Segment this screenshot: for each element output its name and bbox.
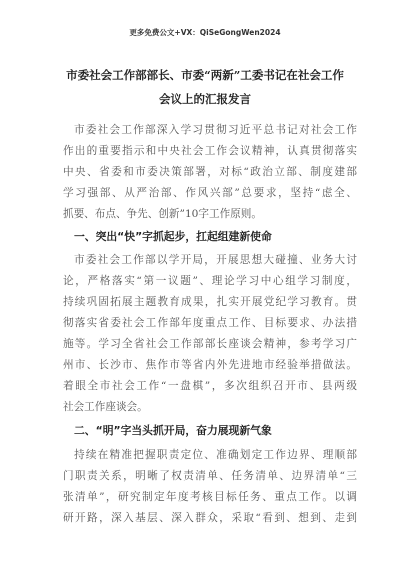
section-1-line: 持续巩固拓展主题教育成果，扎实开展党纪学习教育。贯: [63, 296, 357, 308]
title-line-2: 会议上的汇报发言: [159, 92, 251, 106]
section-1-heading: 一、突出“快”字抓起步，扛起组建新使命: [74, 230, 272, 243]
intro-line: 学习强部、从严治部、作风兴部”总要求，坚持“虑全、: [63, 187, 357, 199]
page-header-watermark: 更多免费公文+VX：QiSeGongWen2024: [129, 28, 281, 37]
intro-line: 中央、省委和市委决策部署，对标“政治立部、制度建部: [63, 166, 357, 178]
section-2-line: 研开路，深入基层、深入群众，采取“看到、想到、走到: [63, 512, 357, 524]
section-2-line: 持续在精准把握职责定位、准确划定工作边界、理顺部: [74, 449, 357, 461]
intro-line: 抓要、布点、争先、创新”10字工作原则。: [63, 208, 262, 220]
section-2-line: 门职责关系，明晰了权责清单、任务清单、边界清单“三: [63, 470, 357, 482]
title-line-1: 市委社会工作部部长、市委“两新”工委书记在社会工作: [66, 68, 344, 82]
section-1-line: 彻落实省委社会工作部年度重点工作、目标要求、办法措: [63, 317, 357, 329]
section-1-line: 论，严格落实“第一议题”、理论学习中心组学习制度，: [63, 275, 357, 287]
section-1-line: 施等。学习全省社会工作部部长座谈会精神，参考学习广: [63, 338, 357, 350]
intro-line: 作出的重要指示和中央社会工作会议精神，认真贯彻落实: [63, 145, 357, 157]
section-1-line: 市委社会工作部以学开局，开展思想大碰撞、业务大讨: [74, 254, 357, 266]
intro-line: 市委社会工作部深入学习贯彻习近平总书记对社会工作: [74, 124, 357, 136]
section-1-line: 社会工作座谈会。: [63, 401, 148, 413]
section-1-line: 州市、长沙市、焦作市等省内外先进地市经验举措做法。: [63, 359, 357, 371]
section-1-line: 着眼全市社会工作“一盘棋”，多次组织召开市、县两级: [63, 380, 357, 392]
section-2-heading: 二、“明”字当头抓开局，奋力展现新气象: [74, 424, 272, 437]
section-2-line: 张清单”，研究制定年度考核目标任务、重点工作。以调: [63, 491, 357, 503]
